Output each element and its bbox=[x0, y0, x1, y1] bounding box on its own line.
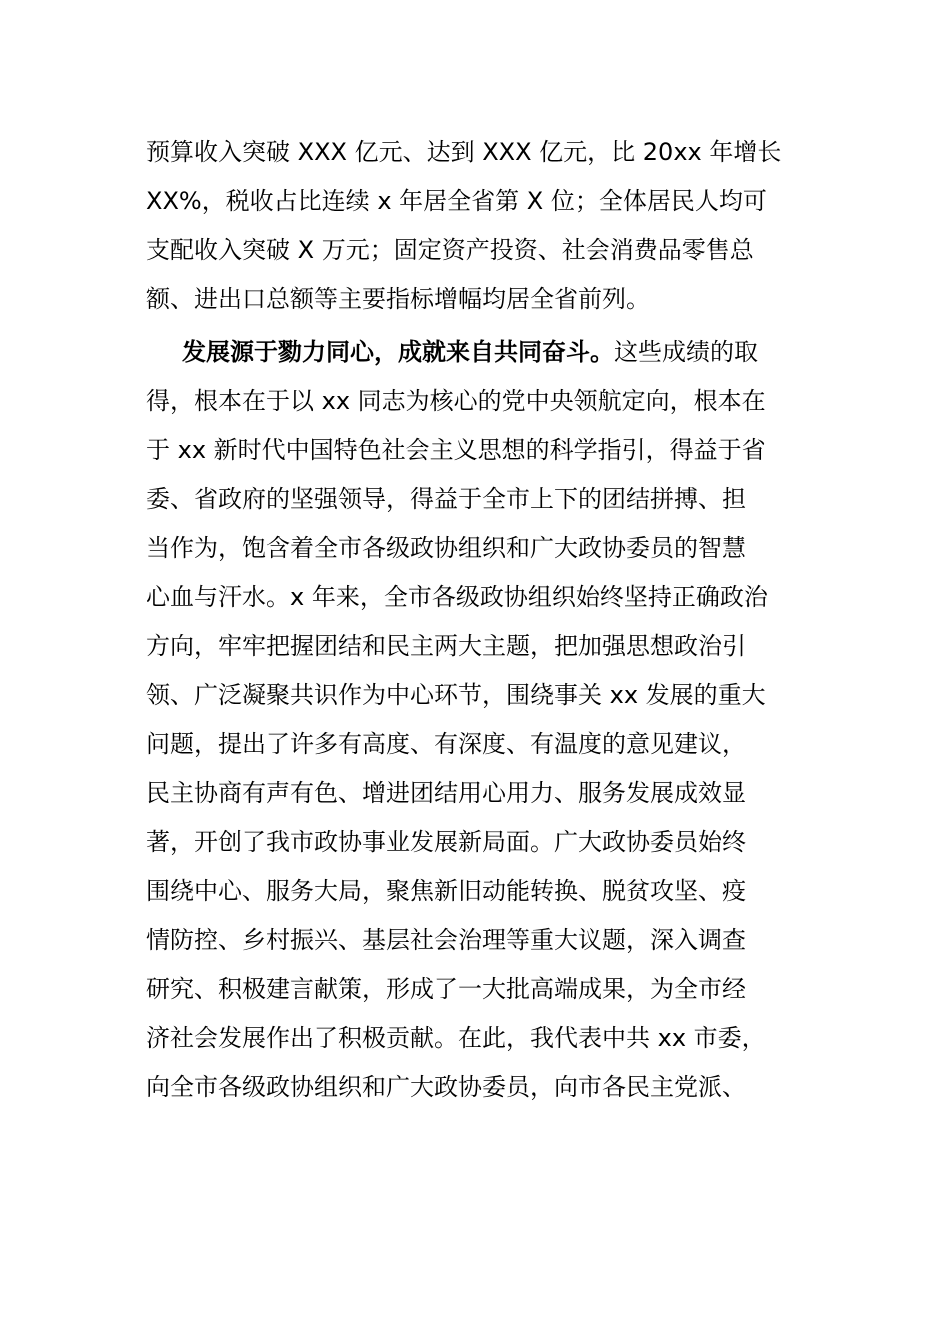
text-line: 向全市各级政协组织和广大政协委员，向市各民主党派、 bbox=[146, 1073, 746, 1101]
text-line: 情防控、乡村振兴、基层社会治理等重大议题，深入调查 bbox=[146, 926, 746, 954]
text-line: 额、进出口总额等主要指标增幅均居全省前列。 bbox=[146, 285, 650, 313]
text-line: 围绕中心、服务大局，聚焦新旧动能转换、脱贫攻坚、疫 bbox=[146, 877, 746, 905]
text-line: XX%，税收占比连续 x 年居全省第 X 位；全体居民人均可 bbox=[146, 187, 767, 215]
text-line: 支配收入突破 X 万元；固定资产投资、社会消费品零售总 bbox=[146, 236, 754, 264]
text-line: 民主协商有声有色、增进团结用心用力、服务发展成效显 bbox=[146, 779, 746, 807]
paragraph-first-line bbox=[182, 328, 826, 377]
text-line: 领、广泛凝聚共识作为中心环节，围绕事关 xx 发展的重大 bbox=[146, 681, 766, 709]
text-line: 著，开创了我市政协事业发展新局面。广大政协委员始终 bbox=[146, 828, 746, 856]
text-line: 得，根本在于以 xx 同志为核心的党中央领航定向，根本在 bbox=[146, 387, 766, 415]
text-line: 方向，牢牢把握团结和民主两大主题，把加强思想政治引 bbox=[146, 632, 746, 660]
text-line: 心血与汗水。x 年来，全市各级政协组织始终坚持正确政治 bbox=[146, 583, 768, 611]
text-line: 研究、积极建言献策，形成了一大批高端成果，为全市经 bbox=[146, 975, 746, 1003]
text-span: 这些成绩的取 bbox=[614, 338, 758, 366]
text-line: 济社会发展作出了积极贡献。在此，我代表中共 xx 市委， bbox=[146, 1024, 766, 1052]
text-line: 委、省政府的坚强领导，得益于全市上下的团结拼搏、担 bbox=[146, 485, 746, 513]
bold-lead-sentence: 发展源于勠力同心，成就来自共同奋斗。 bbox=[182, 338, 614, 366]
text-line: 于 xx 新时代中国特色社会主义思想的科学指引，得益于省 bbox=[146, 436, 766, 464]
text-line: 问题，提出了许多有高度、有深度、有温度的意见建议， bbox=[146, 730, 746, 758]
text-line: 预算收入突破 XXX 亿元、达到 XXX 亿元，比 20xx 年增长 bbox=[146, 138, 782, 166]
text-line: 当作为，饱含着全市各级政协组织和广大政协委员的智慧 bbox=[146, 534, 746, 562]
